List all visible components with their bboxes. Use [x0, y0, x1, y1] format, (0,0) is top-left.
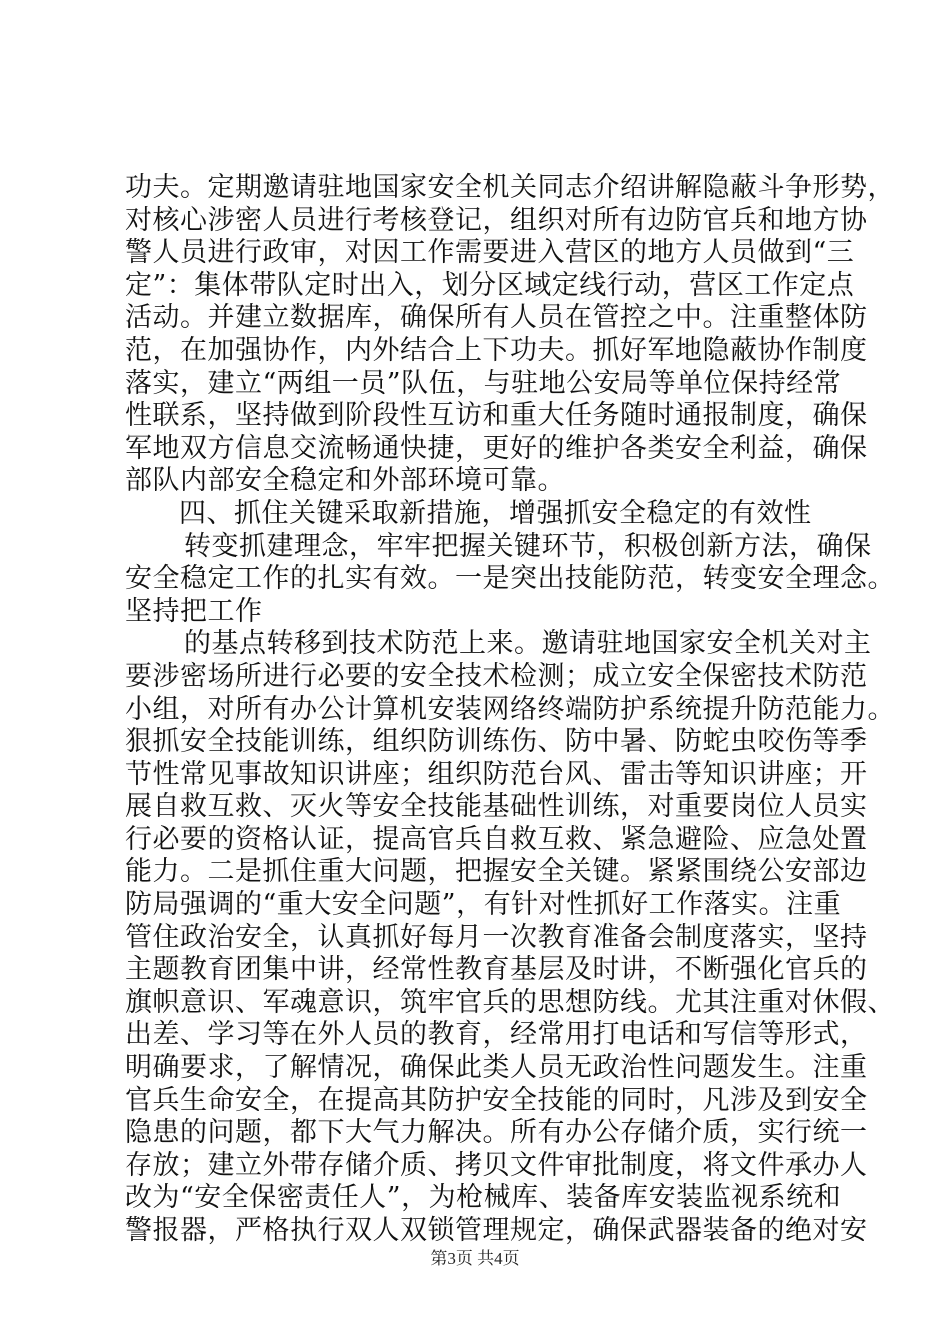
- text-line: 安全稳定工作的扎实有效。一是突出技能防范，转变安全理念。: [125, 563, 895, 595]
- text-line: 明确要求，了解情况，确保此类人员无政治性问题发生。注重: [125, 1052, 868, 1084]
- text-line: 部队内部安全稳定和外部环境可靠。: [125, 465, 565, 497]
- text-line: 警报器，严格执行双人双锁管理规定，确保武器装备的绝对安: [125, 1215, 868, 1246]
- text-line: 狠抓安全技能训练，组织防训练伤、防中暑、防蛇虫咬伤等季: [125, 726, 868, 758]
- text-line: 展自救互救、灭火等安全技能基础性训练，对重要岗位人员实: [125, 791, 868, 823]
- text-line: 旗帜意识、军魂意识，筑牢官兵的思想防线。尤其注重对休假、: [125, 986, 895, 1018]
- text-line: 主题教育团集中讲，经常性教育基层及时讲，不断强化官兵的: [125, 954, 868, 986]
- text-line: 落实，建立“两组一员”队伍，与驻地公安局等单位保持经常: [125, 367, 842, 399]
- page-number-footer: 第3页 共4页: [430, 1249, 520, 1268]
- text-line: 出差、学习等在外人员的教育，经常用打电话和写信等形式，: [125, 1019, 868, 1051]
- text-line: 性联系，坚持做到阶段性互访和重大任务随时通报制度，确保: [125, 400, 868, 432]
- text-line: 要涉密场所进行必要的安全技术检测；成立安全保密技术防范: [125, 660, 868, 692]
- text-line: 的基点转移到技术防范上来。邀请驻地国家安全机关对主: [184, 628, 872, 660]
- text-line: 范，在加强协作，内外结合上下功夫。抓好军地隐蔽协作制度: [125, 334, 868, 366]
- text-line: 行必要的资格认证，提高官兵自救互救、紧急避险、应急处置: [125, 823, 868, 855]
- text-line: 对核心涉密人员进行考核登记，组织对所有边防官兵和地方协: [125, 204, 868, 236]
- text-line: 活动。并建立数据库，确保所有人员在管控之中。注重整体防: [125, 302, 868, 334]
- section-heading: 四、抓住关键采取新措施，增强抓安全稳定的有效性: [179, 497, 812, 529]
- text-line: 防局强调的“重大安全问题”，有针对性抓好工作落实。注重: [125, 889, 842, 921]
- body-text: [125, 172, 895, 1248]
- text-line: 警人员进行政审，对因工作需要进入营区的地方人员做到“三: [125, 237, 855, 269]
- text-line: 改为“安全保密责任人”，为枪械库、装备库安装监视系统和: [125, 1182, 842, 1214]
- text-line: 能力。二是抓住重大问题，把握安全关键。紧紧围绕公安部边: [125, 856, 868, 888]
- text-line: 官兵生命安全，在提高其防护安全技能的同时，凡涉及到安全: [125, 1084, 868, 1116]
- text-line: 存放；建立外带存储介质、拷贝文件审批制度，将文件承办人: [125, 1149, 868, 1181]
- text-line: 定”：集体带队定时出入，划分区域定线行动，营区工作定点: [125, 269, 855, 301]
- text-line: 功夫。定期邀请驻地国家安全机关同志介绍讲解隐蔽斗争形势，: [125, 172, 895, 203]
- text-line: 节性常见事故知识讲座；组织防范台风、雷击等知识讲座；开: [125, 758, 868, 790]
- text-line: 转变抓建理念，牢牢把握关键环节，积极创新方法，确保: [184, 530, 872, 562]
- text-line: 管住政治安全，认真抓好每月一次教育准备会制度落实，坚持: [125, 921, 868, 953]
- text-line: 坚持把工作: [125, 595, 263, 627]
- text-line: 军地双方信息交流畅通快捷，更好的维护各类安全利益，确保: [125, 432, 868, 464]
- text-line: 小组，对所有办公计算机安装网络终端防护系统提升防范能力。: [125, 693, 895, 725]
- text-line: 隐患的问题，都下大气力解决。所有办公存储介质，实行统一: [125, 1117, 868, 1149]
